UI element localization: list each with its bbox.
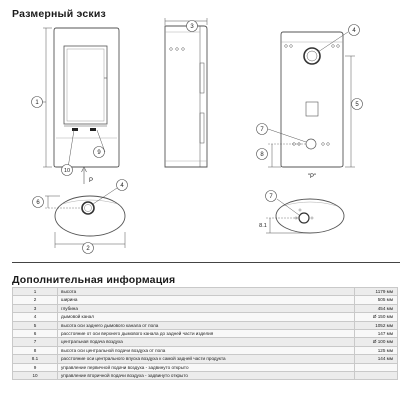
row-value: Ø 150 мм [355,313,398,321]
spec-table-body [13,288,398,380]
callout-9-label: 9 [97,150,101,156]
dim-8-1-label: 8.1 [259,223,267,229]
detail-callout-7-label: 7 [269,194,273,200]
row-number: 8 [13,346,58,354]
row-value [355,372,398,380]
info-heading: Дополнительная информация [12,274,176,286]
callout-3-label: 3 [190,24,194,30]
side-view [165,18,207,167]
row-description: расстояние оси центрального впуска воздуха к самой задней части продукта [58,355,355,363]
callout-6-label: 6 [36,200,40,206]
rear-view [257,25,363,168]
row-number: 6 [13,330,58,338]
row-value: 505 мм [355,296,398,304]
table-row [13,372,398,380]
row-description: высота оси заднего дымового канала от пола [58,321,355,329]
front-view [32,28,120,184]
callout-5-label: 5 [355,102,359,108]
table-row [13,321,398,329]
callout-1-label: 1 [35,100,39,106]
table-row [13,355,398,363]
row-description: высота [58,288,355,296]
row-description: расстояние от оси верхнего дымового канала до задней части изделия [58,330,355,338]
row-description: управление вторичной подачи воздуха - задвинуто открыто [58,372,355,380]
dimension-sketch [0,18,410,270]
table-row [13,296,398,304]
row-number: 5 [13,321,58,329]
callout-8-label: 8 [260,152,264,158]
sketch-heading: Размерный эскиз [12,8,106,20]
detail-p-label: "P" [307,174,317,180]
row-value: 125 мм [355,346,398,354]
spec-table [12,287,398,380]
row-value: 144 мм [355,355,398,363]
row-number: 9 [13,363,58,371]
table-row [13,338,398,346]
row-value: Ø 100 мм [355,338,398,346]
view-p-label: P [89,178,94,184]
row-value: 147 мм [355,330,398,338]
row-number: 8.1 [13,355,58,363]
row-number: 1 [13,288,58,296]
row-number: 10 [13,372,58,380]
callout-4-label: 4 [352,28,356,34]
row-number: 4 [13,313,58,321]
row-description: дымовой канал [58,313,355,321]
callout-10-label: 10 [63,168,71,174]
row-number: 3 [13,304,58,312]
table-row [13,313,398,321]
table-row [13,304,398,312]
row-number: 2 [13,296,58,304]
row-description: управление первичной подачи воздуха - задвинуто открыто [58,363,355,371]
table-row [13,363,398,371]
row-value: 1179 мм [355,288,398,296]
detail-p-view [259,174,344,233]
row-description: глубина [58,304,355,312]
table-row [13,346,398,354]
table-row [13,288,398,296]
row-value: 1052 мм [355,321,398,329]
row-description: центральная подача воздуха [58,338,355,346]
row-description: высота оси центральной подачи воздуха от пола [58,346,355,354]
top-view [33,180,128,254]
row-number: 7 [13,338,58,346]
row-value [355,363,398,371]
top-callout-4-label: 4 [120,183,124,189]
row-value: 454 мм [355,304,398,312]
row-description: ширина [58,296,355,304]
callout-2-label: 2 [86,246,90,252]
table-row [13,330,398,338]
section-divider [12,262,400,263]
callout-7-label: 7 [260,127,264,133]
